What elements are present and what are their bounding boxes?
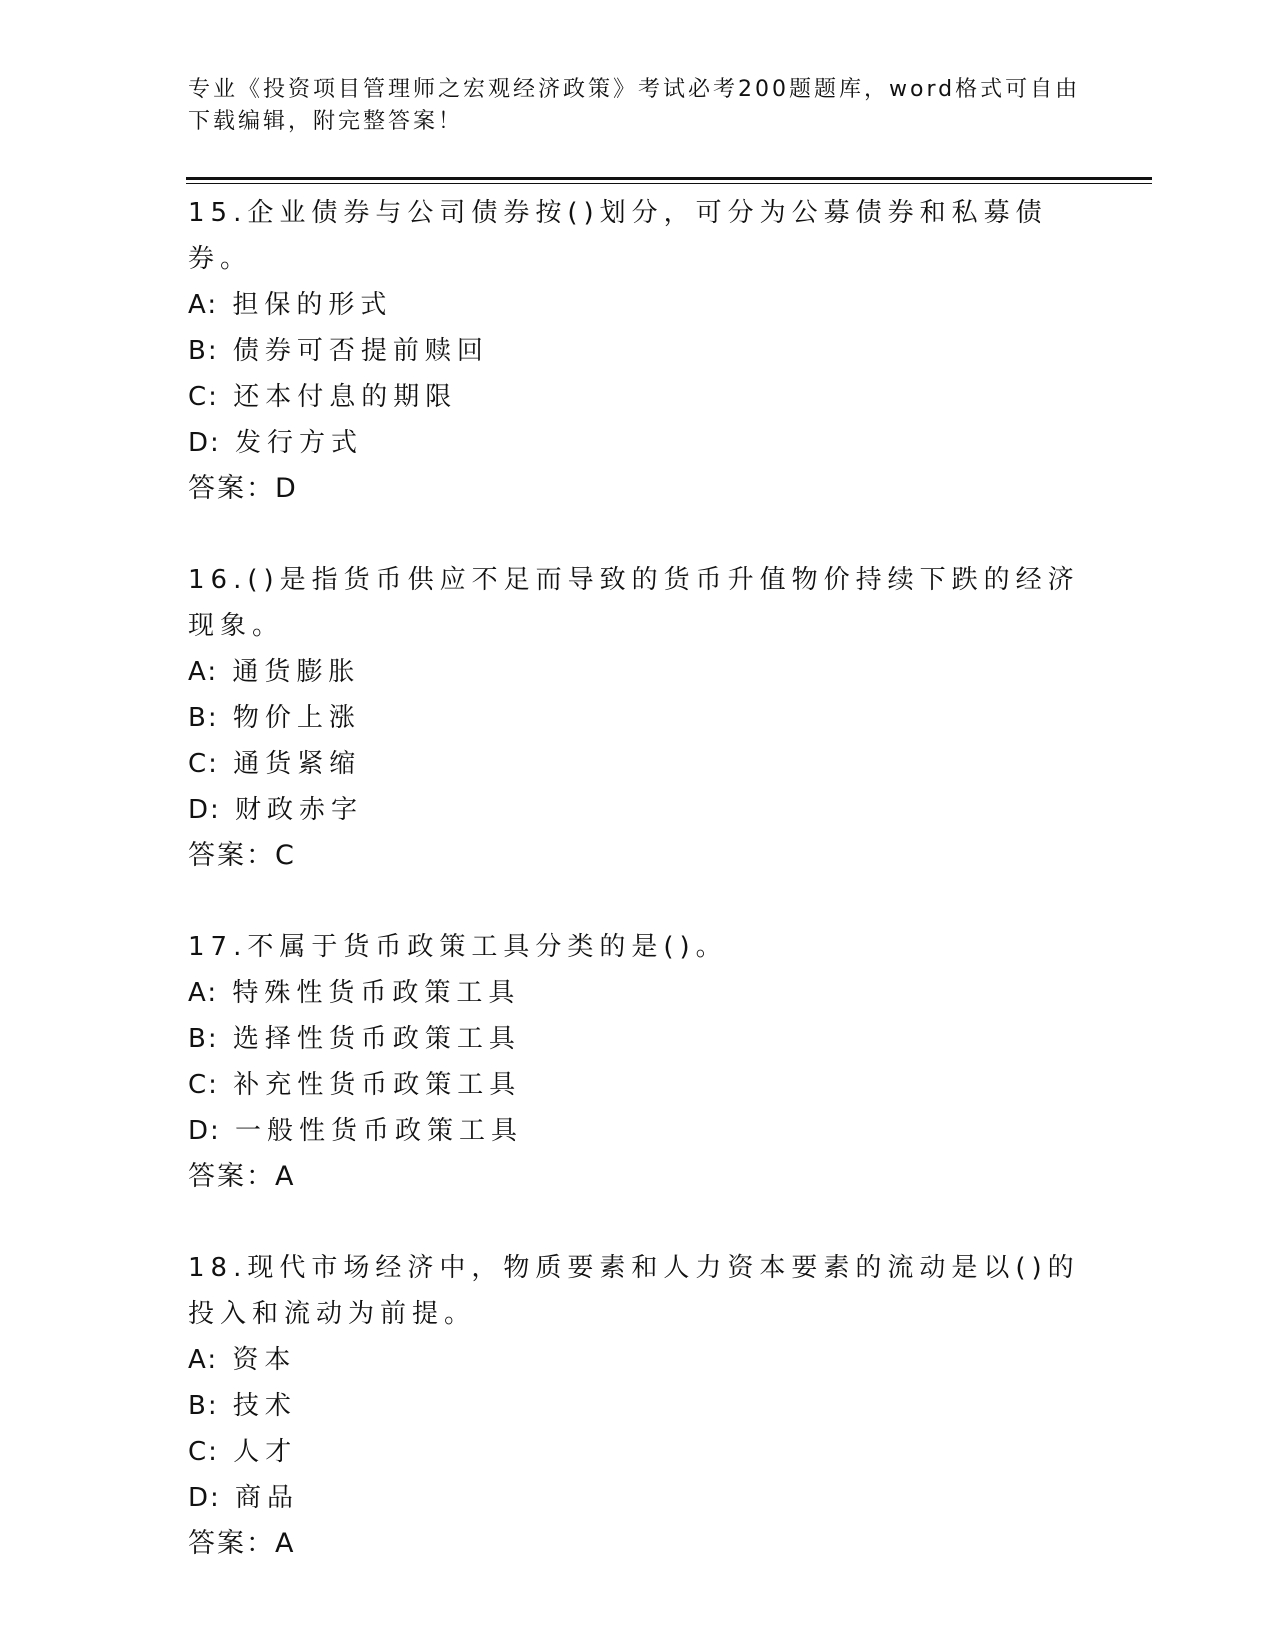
option-letter: A: <box>188 657 219 687</box>
option-b <box>188 695 1088 741</box>
question-stem: 16.()是指货币供应不足而导致的货币升值物价持续下跌的经济现象。 <box>188 565 1080 641</box>
option-letter: B: <box>188 1024 219 1054</box>
option-a <box>188 1337 1088 1383</box>
option-b <box>188 1383 1088 1429</box>
question-stem: 18.现代市场经济中，物质要素和人力资本要素的流动是以()的投入和流动为前提。 <box>188 1253 1080 1329</box>
answer-line: 答案：C <box>188 840 296 871</box>
header-divider-thin <box>186 183 1152 184</box>
question-16 <box>188 557 1088 879</box>
option-text: 资本 <box>232 1345 297 1375</box>
option-letter: B: <box>188 336 219 366</box>
header-line-1: 专业《投资项目管理师之宏观经济政策》考试必考200题题库，word格式可自由 <box>188 77 1081 102</box>
option-letter: C: <box>188 382 219 412</box>
option-text: 发行方式 <box>235 428 364 458</box>
option-b <box>188 1016 1088 1062</box>
document-header <box>188 74 1088 138</box>
option-d <box>188 1108 1088 1154</box>
option-text: 通货膨胀 <box>232 657 361 687</box>
option-a <box>188 282 1088 328</box>
option-letter: D: <box>188 1116 221 1146</box>
option-letter: C: <box>188 1070 219 1100</box>
option-letter: C: <box>188 1437 219 1467</box>
header-divider-thick <box>186 177 1152 180</box>
option-a <box>188 649 1088 695</box>
option-letter: D: <box>188 428 221 458</box>
option-text: 补充性货币政策工具 <box>233 1070 522 1100</box>
answer-line: 答案：A <box>188 1161 296 1192</box>
option-text: 物价上涨 <box>232 703 361 733</box>
option-d <box>188 787 1088 833</box>
option-c <box>188 1062 1088 1108</box>
question-stem: 17.不属于货币政策工具分类的是()。 <box>188 932 728 962</box>
option-text: 选择性货币政策工具 <box>232 1024 521 1054</box>
option-text: 特殊性货币政策工具 <box>232 978 521 1008</box>
option-a <box>188 970 1088 1016</box>
option-letter: D: <box>188 795 221 825</box>
option-text: 一般性货币政策工具 <box>235 1116 524 1146</box>
question-stem: 15.企业债券与公司债券按()划分，可分为公募债券和私募债券。 <box>188 198 1048 274</box>
option-letter: A: <box>188 1345 219 1375</box>
option-letter: B: <box>188 1391 219 1421</box>
option-d <box>188 1475 1088 1521</box>
question-list <box>188 190 1088 1612</box>
option-b <box>188 328 1088 374</box>
question-15 <box>188 190 1088 512</box>
option-text: 担保的形式 <box>232 290 393 320</box>
option-letter: D: <box>188 1483 221 1513</box>
option-d <box>188 420 1088 466</box>
option-c <box>188 1429 1088 1475</box>
option-text: 财政赤字 <box>235 795 364 825</box>
option-c <box>188 741 1088 787</box>
answer-line: 答案：A <box>188 1528 296 1559</box>
option-letter: B: <box>188 703 219 733</box>
option-letter: A: <box>188 978 219 1008</box>
option-text: 商品 <box>235 1483 300 1513</box>
option-letter: C: <box>188 749 219 779</box>
header-line-2: 下载编辑，附完整答案！ <box>188 109 464 134</box>
option-letter: A: <box>188 290 219 320</box>
option-text: 技术 <box>232 1391 297 1421</box>
option-text: 还本付息的期限 <box>233 382 458 412</box>
option-text: 人才 <box>233 1437 298 1467</box>
answer-line: 答案：D <box>188 473 298 504</box>
question-17 <box>188 924 1088 1200</box>
option-text: 通货紧缩 <box>233 749 362 779</box>
question-18 <box>188 1245 1088 1567</box>
option-c <box>188 374 1088 420</box>
option-text: 债券可否提前赎回 <box>232 336 489 366</box>
